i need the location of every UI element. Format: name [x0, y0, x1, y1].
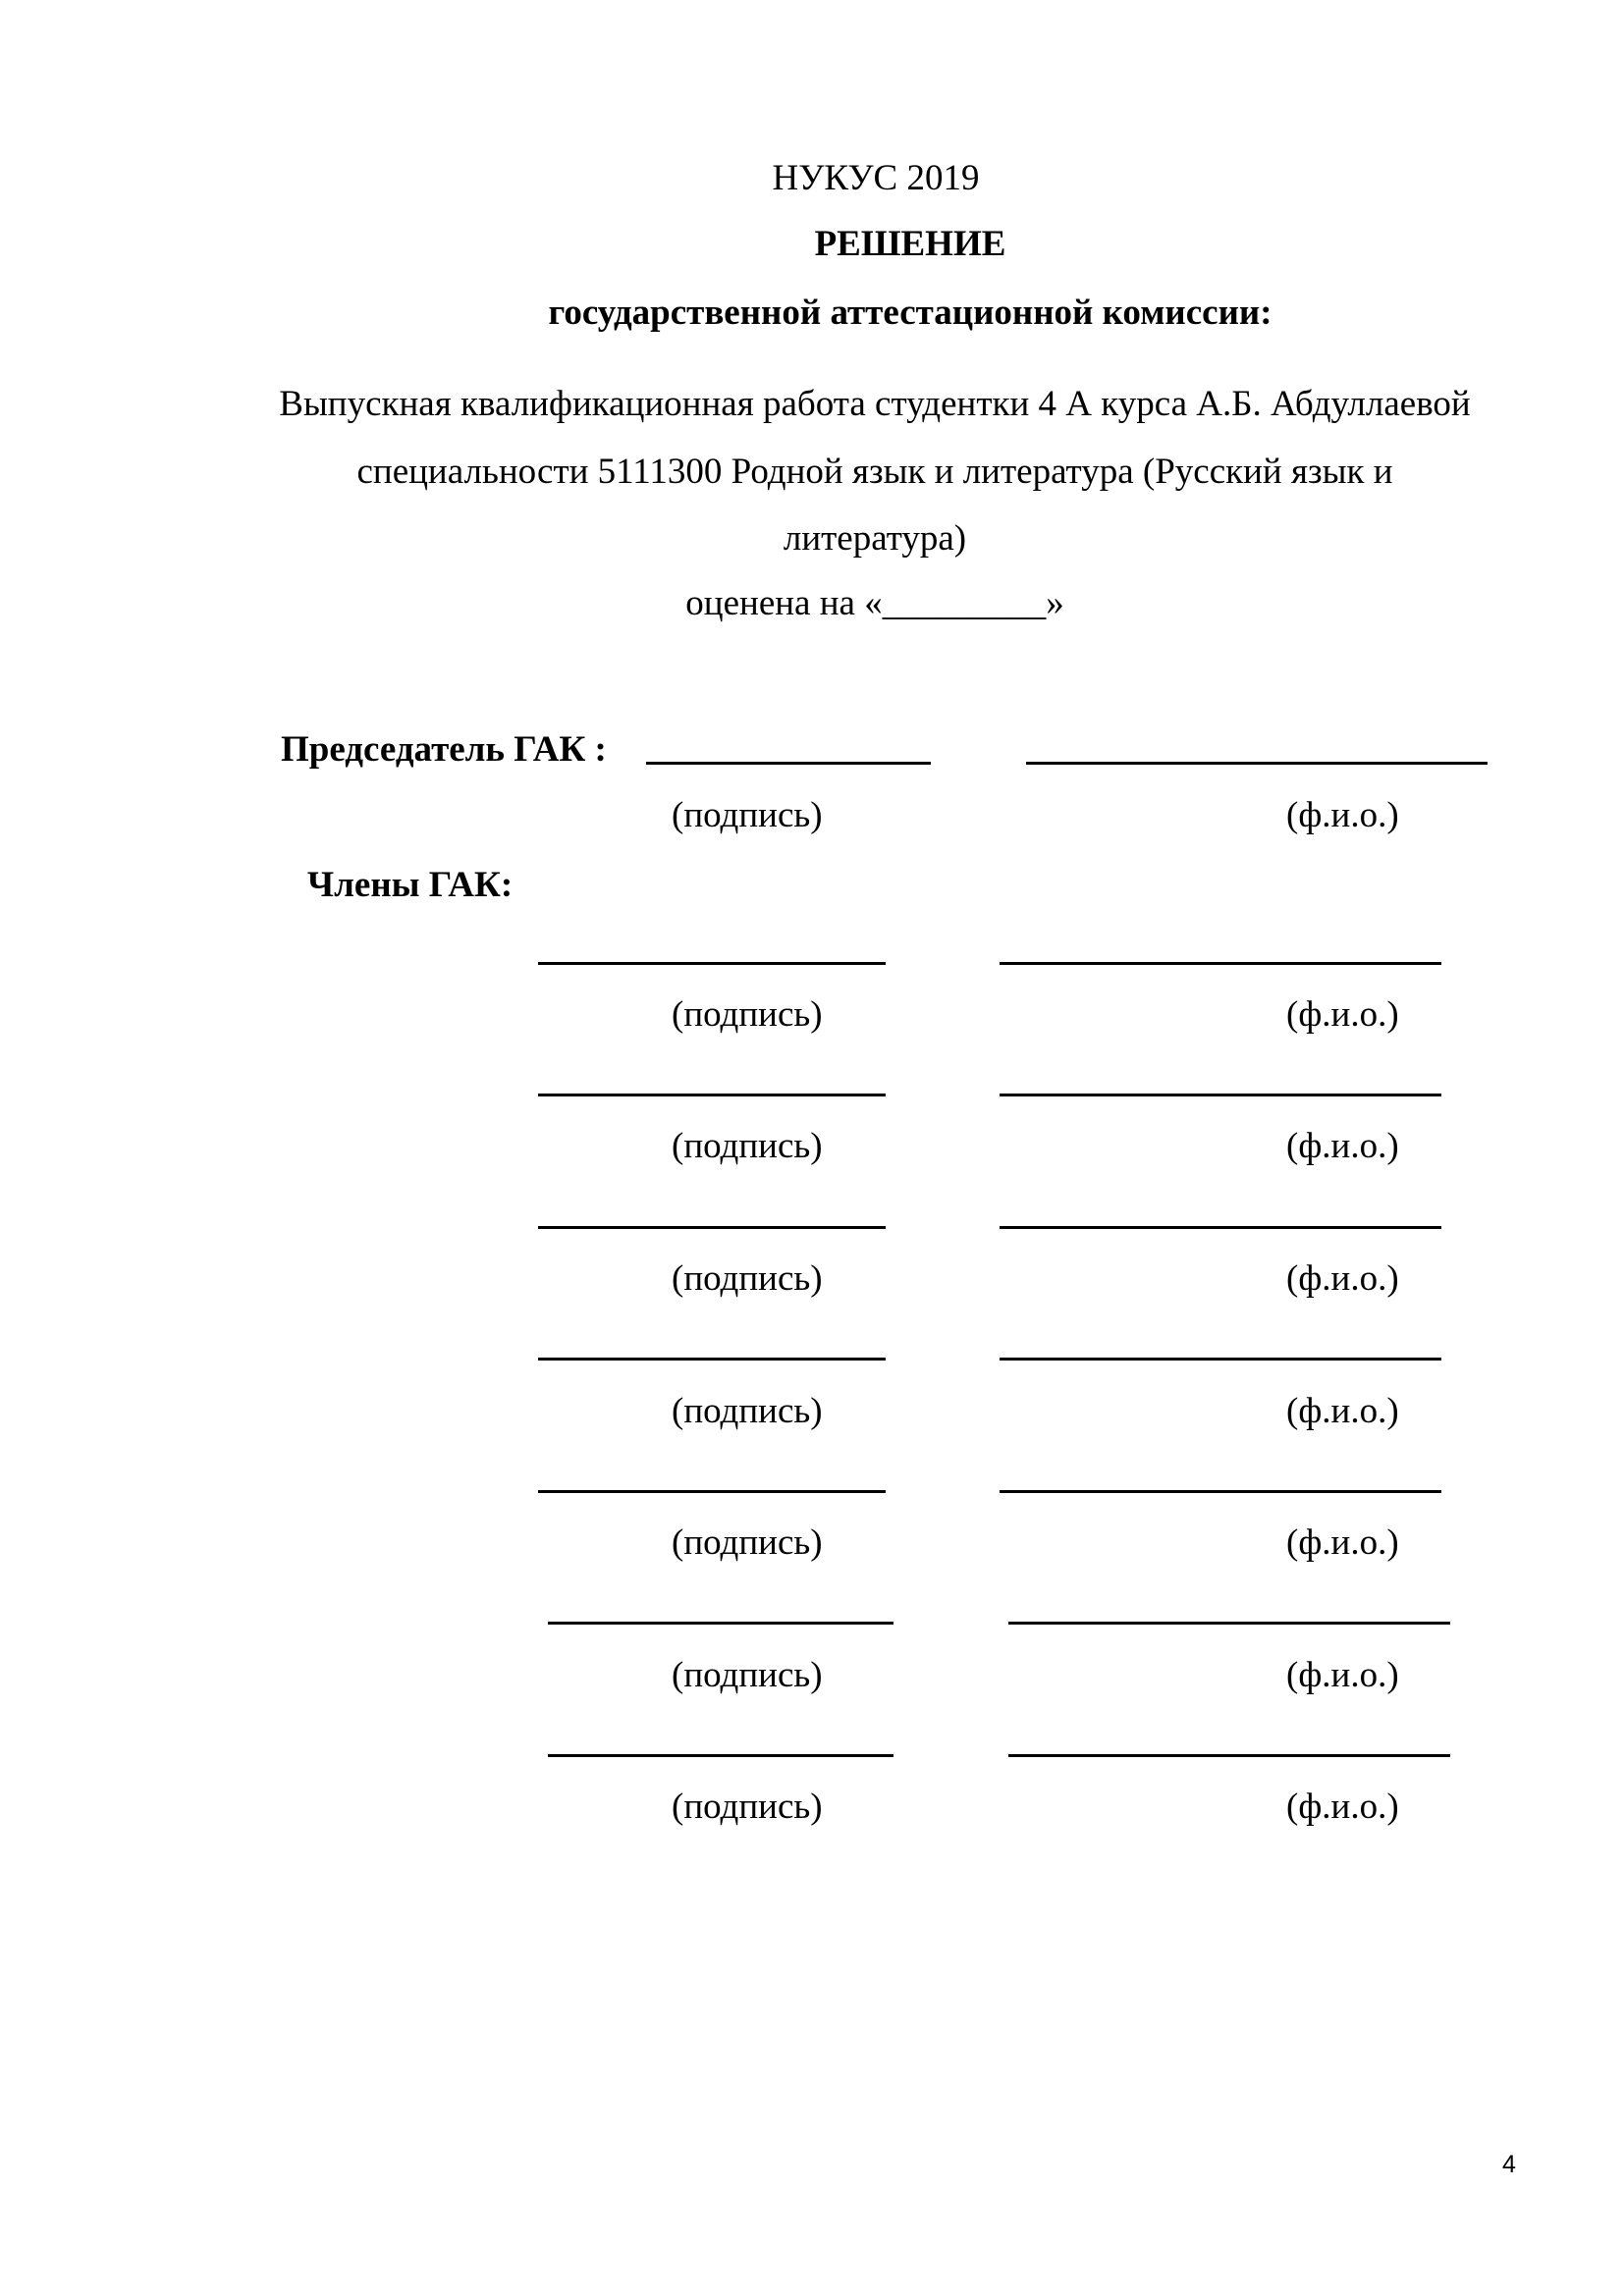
member-signature-line	[538, 1094, 886, 1096]
member-name-line	[1008, 1622, 1450, 1625]
member-signature-line	[538, 1358, 886, 1361]
member-name-line	[1000, 962, 1441, 965]
member-name-line	[1000, 1358, 1441, 1361]
member-name-caption: (ф.и.о.)	[1286, 994, 1399, 1035]
body-line-2: специальности 5111300 Родной язык и литература (Русский язык и	[356, 452, 1393, 492]
member-signature-caption: (подпись)	[672, 1655, 823, 1695]
member-signature-line	[548, 1754, 893, 1757]
member-signature-line	[538, 1490, 886, 1493]
member-signature-line	[538, 1226, 886, 1229]
member-name-line	[1000, 1226, 1441, 1229]
member-name-caption: (ф.и.о.)	[1286, 1522, 1399, 1563]
member-signature-caption: (подпись)	[672, 1522, 823, 1563]
chairman-name-line	[1026, 762, 1488, 765]
document-subtitle: государственной аттестационной комиссии:	[548, 293, 1272, 333]
member-name-line	[1008, 1754, 1450, 1757]
member-name-line	[1000, 1490, 1441, 1493]
member-name-caption: (ф.и.о.)	[1286, 1391, 1399, 1431]
member-name-caption: (ф.и.о.)	[1286, 1126, 1399, 1166]
body-line-3: литература)	[783, 518, 967, 559]
chairman-signature-caption: (подпись)	[672, 795, 823, 835]
member-signature-line	[538, 962, 886, 965]
chairman-label: Председатель ГАК :	[281, 729, 607, 770]
member-signature-caption: (подпись)	[672, 1787, 823, 1827]
body-line-1: Выпускная квалификационная работа студентки 4 А курса А.Б. Абдуллаевой	[279, 384, 1471, 424]
document-title: РЕШЕНИЕ	[814, 224, 1006, 264]
member-name-caption: (ф.и.о.)	[1286, 1655, 1399, 1695]
member-name-caption: (ф.и.о.)	[1286, 1787, 1399, 1827]
member-name-caption: (ф.и.о.)	[1286, 1258, 1399, 1299]
chairman-name-caption: (ф.и.о.)	[1286, 795, 1399, 835]
city-year: НУКУС 2019	[772, 158, 980, 198]
grade-line: оценена на «_________»	[685, 583, 1064, 623]
member-signature-caption: (подпись)	[672, 1258, 823, 1299]
member-signature-line	[548, 1622, 893, 1625]
chairman-signature-line	[646, 762, 931, 765]
members-label: Члены ГАК:	[307, 865, 514, 905]
member-signature-caption: (подпись)	[672, 1126, 823, 1166]
page-number: 4	[1502, 2151, 1516, 2178]
member-name-line	[1000, 1094, 1441, 1096]
member-signature-caption: (подпись)	[672, 994, 823, 1035]
member-signature-caption: (подпись)	[672, 1391, 823, 1431]
